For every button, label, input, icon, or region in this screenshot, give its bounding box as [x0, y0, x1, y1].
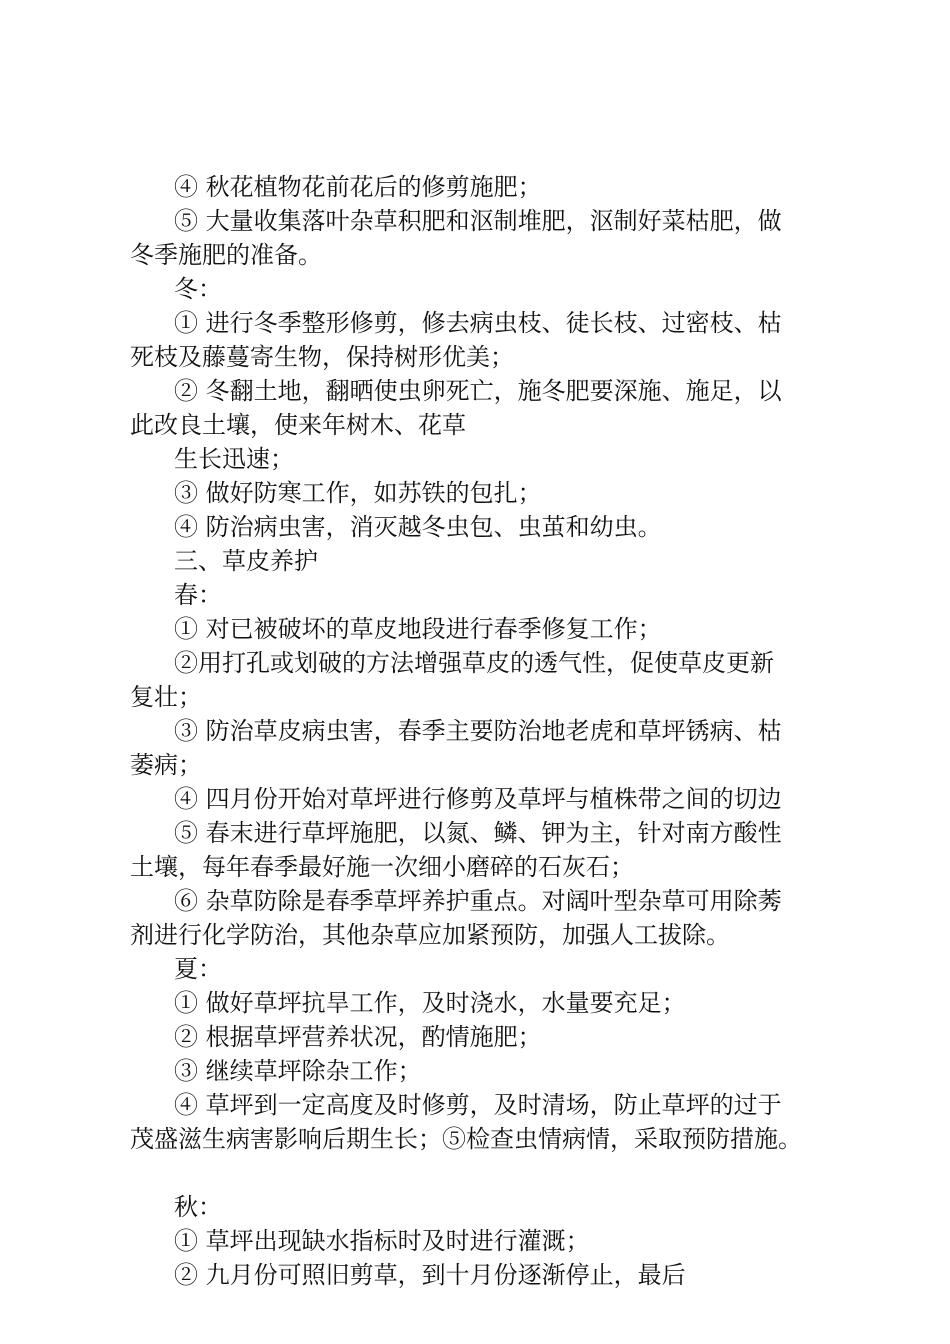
blank-line — [130, 1156, 830, 1190]
paragraph-line: ② 根据草坪营养状况，酌情施肥； — [174, 1023, 542, 1051]
paragraph-line: 此改良土壤，使来年树木、花草 — [130, 411, 466, 439]
paragraph-line: ④ 四月份开始对草坪进行修剪及草坪与植株带之间的切边 — [174, 785, 782, 813]
paragraph-line: ④ 草坪到一定高度及时修剪，及时清场，防止草坪的过于 — [174, 1091, 782, 1119]
paragraph-line: 死枝及藤蔓寄生物，保持树形优美； — [130, 343, 514, 371]
paragraph-line: ⑥ 杂草防除是春季草坪养护重点。对阔叶型杂草可用除莠 — [174, 887, 782, 915]
paragraph-line: ③ 防治草皮病虫害，春季主要防治地老虎和草坪锈病、枯 — [174, 717, 782, 745]
paragraph-line: ① 做好草坪抗旱工作，及时浇水，水量要充足； — [174, 989, 686, 1017]
paragraph-line: 茂盛滋生病害影响后期生长；⑤检查虫情病情，采取预防措施。 — [130, 1125, 802, 1153]
paragraph-line: 复壮； — [130, 683, 202, 711]
section-heading-autumn: 秋： — [174, 1193, 222, 1221]
section-heading-summer: 夏： — [174, 955, 222, 983]
paragraph-line: ① 对已被破坏的草皮地段进行春季修复工作； — [174, 615, 662, 643]
section-heading-spring: 春： — [174, 581, 222, 609]
paragraph-line: 冬季施肥的准备。 — [130, 241, 322, 269]
paragraph-line: ②用打孔或划破的方法增强草皮的透气性，促使草皮更新 — [174, 649, 774, 677]
section-heading-lawn-care: 三、草皮养护 — [174, 547, 318, 575]
paragraph-line: ④ 秋花植物花前花后的修剪施肥； — [174, 173, 542, 201]
section-heading-winter: 冬： — [174, 275, 222, 303]
paragraph-line: ① 草坪出现缺水指标时及时进行灌溉； — [174, 1227, 590, 1255]
paragraph-line: ② 冬翻土地，翻晒使虫卵死亡，施冬肥要深施、施足，以 — [174, 377, 782, 405]
document-body — [130, 170, 830, 1292]
paragraph-line: 剂进行化学防治，其他杂草应加紧预防，加强人工拔除。 — [130, 921, 730, 949]
paragraph-line: ① 进行冬季整形修剪，修去病虫枝、徒长枝、过密枝、枯 — [174, 309, 782, 337]
paragraph-line: ② 九月份可照旧剪草，到十月份逐渐停止，最后 — [174, 1261, 686, 1289]
paragraph-line: ⑤ 大量收集落叶杂草积肥和沤制堆肥，沤制好菜枯肥，做 — [174, 207, 782, 235]
paragraph-line: ④ 防治病虫害，消灭越冬虫包、虫茧和幼虫。 — [174, 513, 662, 541]
paragraph-line: 土壤，每年春季最好施一次细小磨碎的石灰石； — [130, 853, 634, 881]
paragraph-line: 萎病； — [130, 751, 202, 779]
paragraph-line: ⑤ 春末进行草坪施肥，以氮、鳞、钾为主，针对南方酸性 — [174, 819, 782, 847]
paragraph-line: ③ 继续草坪除杂工作； — [174, 1057, 422, 1085]
paragraph-line: ③ 做好防寒工作，如苏铁的包扎； — [174, 479, 542, 507]
paragraph-line: 生长迅速； — [174, 445, 294, 473]
